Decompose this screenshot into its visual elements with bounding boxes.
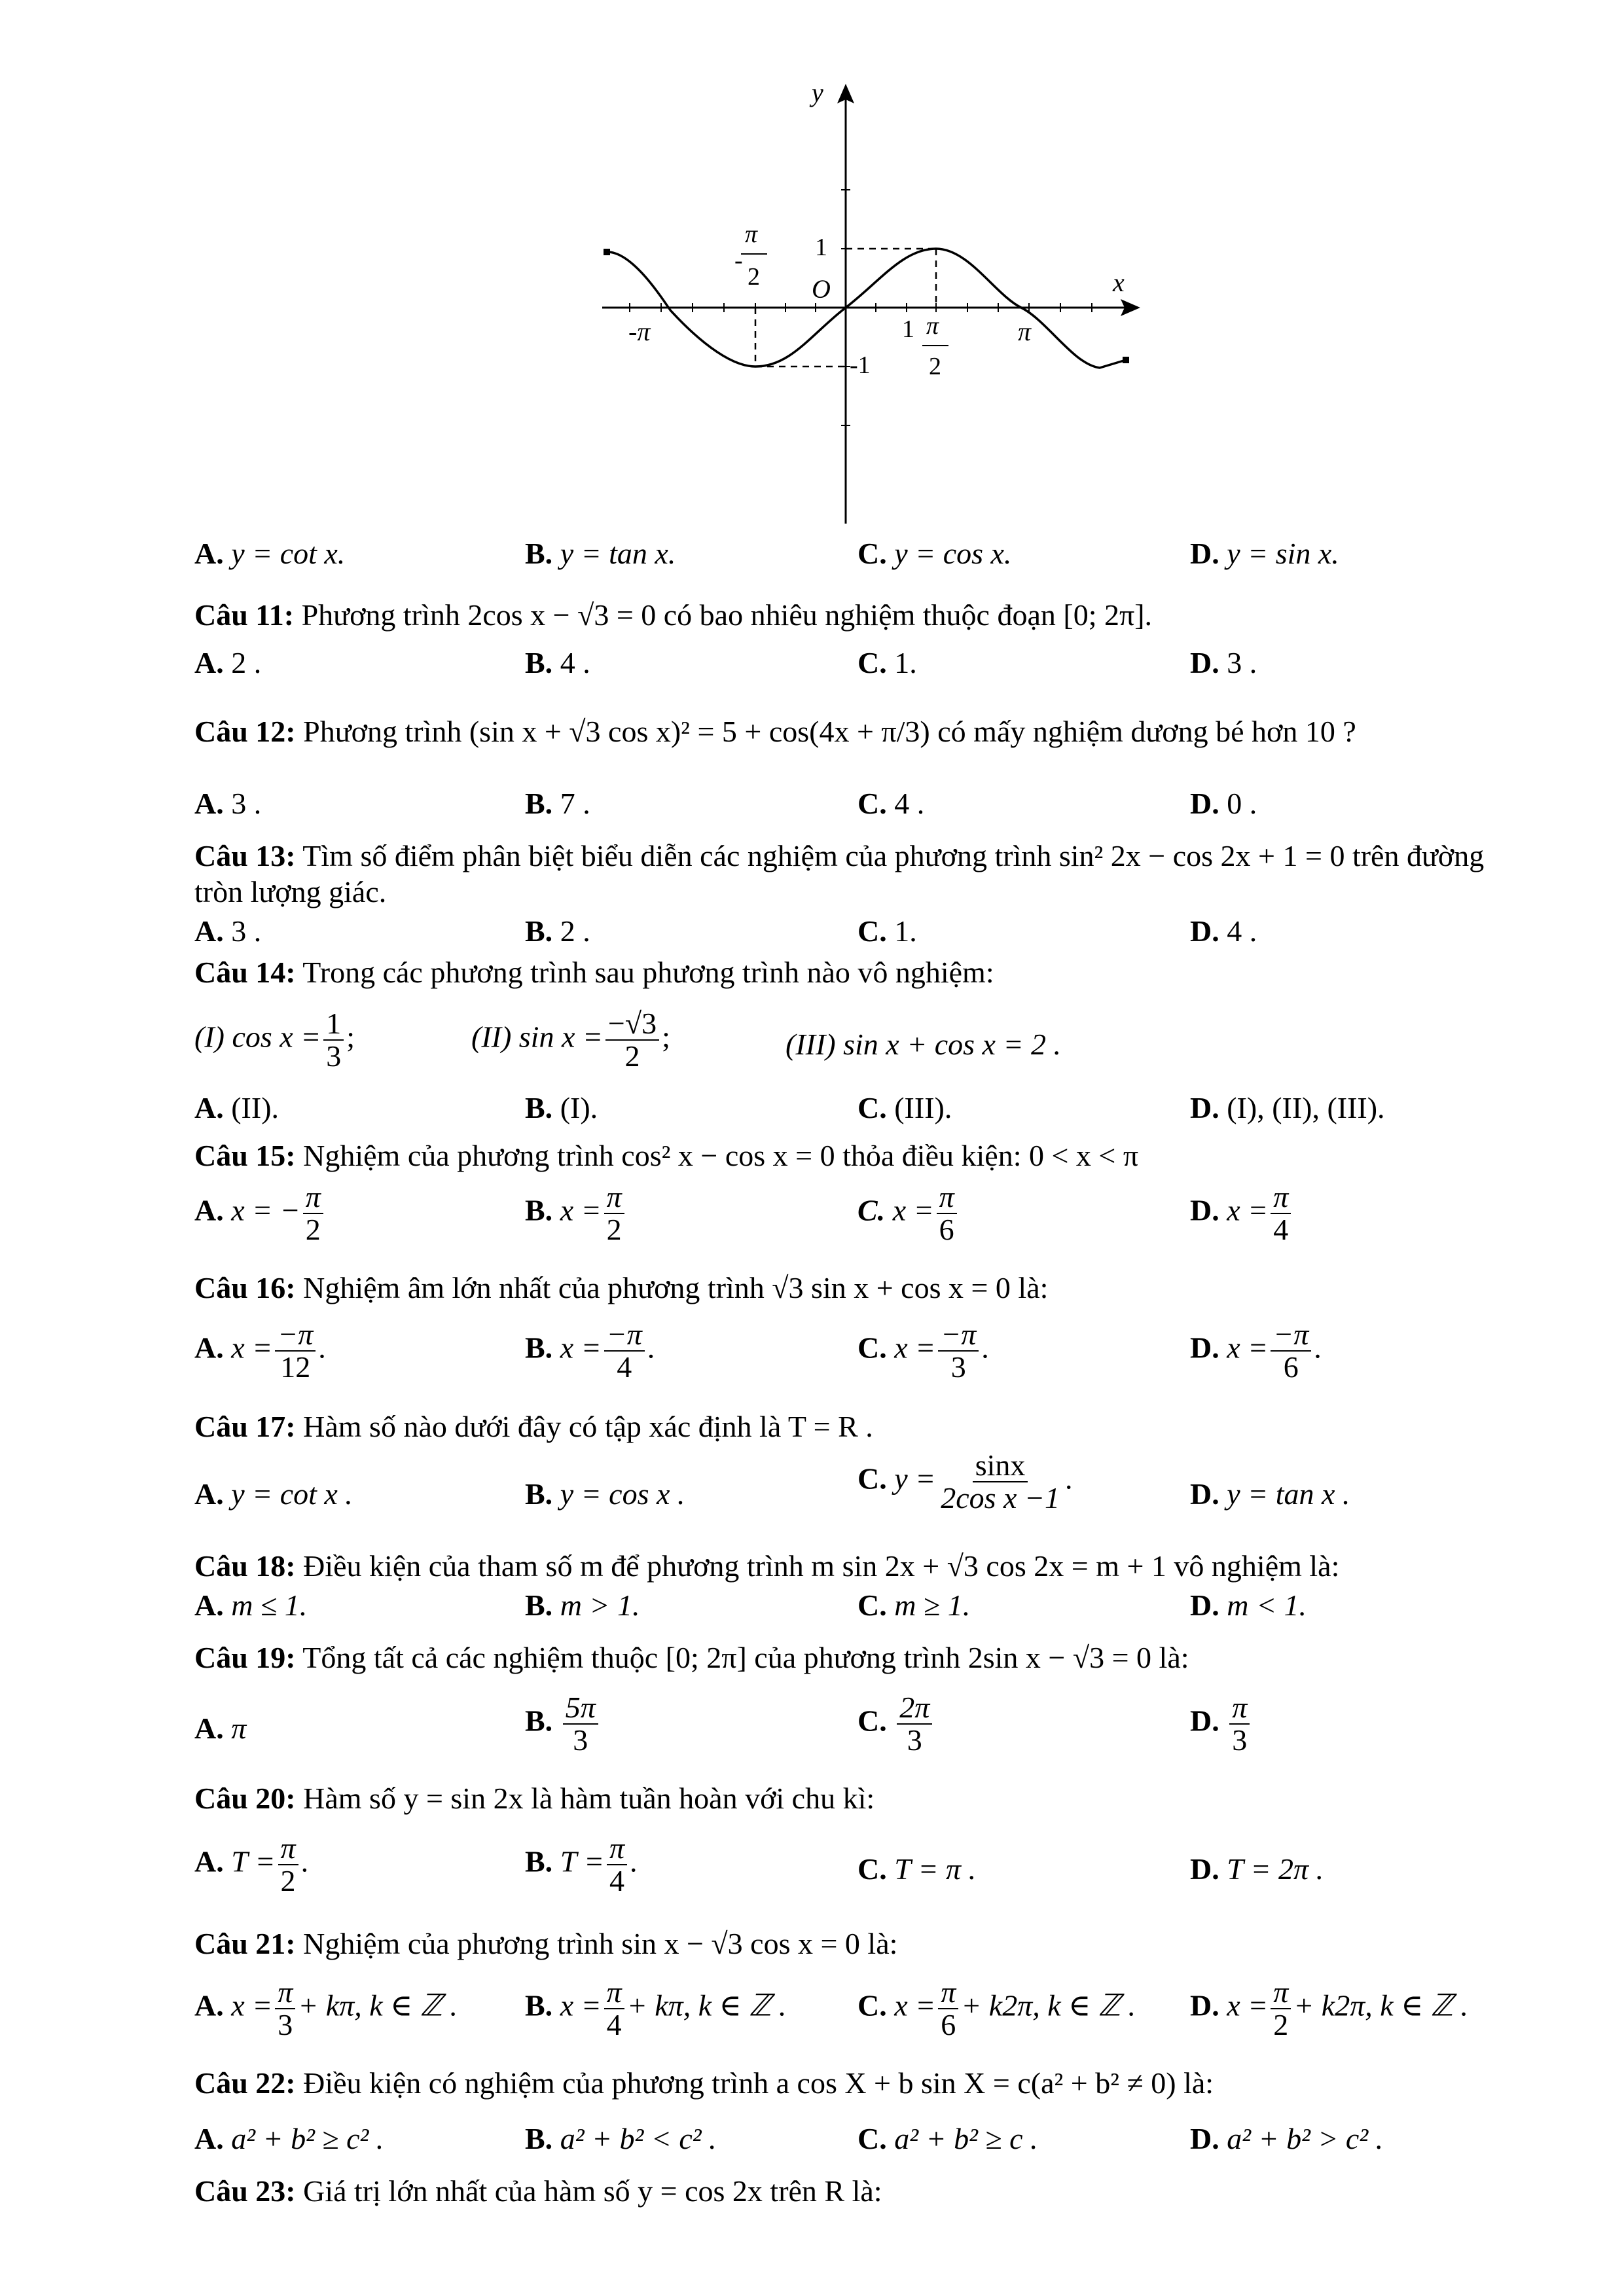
sine-graph [589,72,1165,530]
q18-option-c[interactable]: C. m ≥ 1. [857,1588,971,1622]
y-neg-one-label: -1 [850,351,871,379]
neg-half-pi-num: π [745,221,758,248]
x-one-label: 1 [902,315,914,343]
q11-stem: Câu 11: Phương trình 2cos x − √3 = 0 có bao nhiêu nghiệm thuộc đoạn [0; 2π]. [194,598,1153,632]
q13-option-b[interactable]: B. 2 . [525,914,590,948]
q21-option-a[interactable]: A. x = $\frac{\pi}{3}$ + kπ, k ∈ ℤ . [194,1975,458,2041]
q12-stem: Câu 12: Phương trình (sin x + √3 cos x)² = 5 + cos(4x + π/3) có mấy nghiệm dương bé hơn 10 ? [194,715,1356,748]
half-pi-den: 2 [929,353,941,380]
q17-option-c[interactable]: C. y = $\frac{\sin x}{\text{2cos x −1}}$ . [857,1448,1073,1515]
q17-option-d[interactable]: D. y = tan x . [1190,1477,1350,1511]
q15-option-b[interactable]: B. x = $\frac{\pi}{2}$ [525,1181,627,1246]
neg-half-pi-den: 2 [748,263,760,291]
q21-stem: Câu 21: Nghiệm của phương trình sin x − √3 cos x = 0 là: [194,1927,898,1960]
q14-eq1: (I) cos x = $\frac{1}{3}$ ; [194,1007,355,1073]
q11-option-a[interactable]: A. 2 . [194,646,262,679]
q16-stem: Câu 16: Nghiệm âm lớn nhất của phương trình √3 sin x + cos x = 0 là: [194,1271,1049,1304]
q22-option-a[interactable]: A. a² + b² ≥ c² . [194,2122,384,2155]
q13-option-c[interactable]: C. 1. [857,914,917,948]
q10-option-b[interactable]: B. y = tan x. [525,537,676,570]
q19-option-a[interactable]: A. π [194,1712,247,1745]
q14-option-b[interactable]: B. (I). [525,1091,598,1124]
y-axis-label: y [812,78,823,107]
q14-stem: Câu 14: Trong các phương trình sau phương trình nào vô nghiệm: [194,956,994,989]
q15-option-c[interactable]: C. x = $\frac{\pi}{6}$ [857,1181,960,1246]
q22-stem: Câu 22: Điều kiện có nghiệm của phương trình a cos X + b sin X = c(a² + b² ≠ 0) là: [194,2066,1214,2100]
q14-option-c[interactable]: C. (III). [857,1091,952,1124]
q10-option-a[interactable]: A. y = cot x. [194,537,346,570]
q16-option-a[interactable]: A. x = $\frac{-\pi}{12}$ . [194,1318,326,1384]
q11-option-c[interactable]: C. 1. [857,646,917,679]
neg-pi-label: -π [628,317,651,346]
q10-option-d[interactable]: D. y = sin x. [1190,537,1339,570]
q19-stem: Câu 19: Tổng tất cả các nghiệm thuộc [0; 2π] của phương trình 2sin x − √3 = 0 là: [194,1641,1189,1674]
q20-option-b[interactable]: B. T = $\frac{\pi}{4}$ . [525,1831,638,1897]
q16-option-c[interactable]: C. x = $\frac{-\pi}{3}$ . [857,1318,989,1384]
q19-option-b[interactable]: B. $\frac{5\pi}{3}$ [525,1692,601,1756]
q18-option-d[interactable]: D. m < 1. [1190,1588,1307,1622]
q19-option-d[interactable]: D. $\frac{\pi}{3}$ [1190,1692,1252,1756]
q19-option-c[interactable]: C. $\frac{2\pi}{3}$ [857,1692,935,1756]
q15-option-a[interactable]: A. x = − $\frac{\pi}{2}$ [194,1181,326,1246]
q20-option-c[interactable]: C. T = π . [857,1852,977,1886]
half-pi-num: π [926,312,939,340]
q13-option-d[interactable]: D. 4 . [1190,914,1257,948]
pi-label: π [1018,317,1032,346]
q15-option-d[interactable]: D. x = $\frac{\pi}{4}$ [1190,1181,1293,1246]
origin-label: O [812,274,831,304]
q14-eq3: (III) sin x + cos x = 2 . [785,1028,1062,1061]
q12-option-c[interactable]: C. 4 . [857,787,925,820]
q14-option-d[interactable]: D. (I), (II), (III). [1190,1091,1385,1124]
q18-option-a[interactable]: A. m ≤ 1. [194,1588,308,1622]
q16-option-d[interactable]: D. x = $\frac{-\pi}{6}$ . [1190,1318,1322,1384]
q18-stem: Câu 18: Điều kiện của tham số m để phương trình m sin 2x + √3 cos 2x = m + 1 vô nghiệm là: [194,1549,1340,1583]
q17-option-a[interactable]: A. y = cot x . [194,1477,353,1511]
q12-option-a[interactable]: A. 3 . [194,787,262,820]
q14-eq2: (II) sin x = $\frac{-√3}{2}$ ; [471,1007,670,1073]
q13-stem: Câu 13: Tìm số điểm phân biệt biểu diễn các nghiệm của phương trình sin² 2x − cos 2x + 1 = 0 trên đường [194,839,1485,872]
q12-option-d[interactable]: D. 0 . [1190,787,1257,820]
q16-option-b[interactable]: B. x = $\frac{-\pi}{4}$ . [525,1318,655,1384]
q23-stem: Câu 23: Giá trị lớn nhất của hàm số y = cos 2x trên R là: [194,2174,882,2208]
q22-option-d[interactable]: D. a² + b² > c² . [1190,2122,1384,2155]
y-one-label: 1 [815,234,827,261]
q20-stem: Câu 20: Hàm số y = sin 2x là hàm tuần hoàn với chu kì: [194,1782,875,1815]
q17-option-b[interactable]: B. y = cos x . [525,1477,685,1511]
curve-right-end [1123,357,1129,363]
q10-option-c[interactable]: C. y = cos x. [857,537,1012,570]
q22-option-b[interactable]: B. a² + b² < c² . [525,2122,717,2155]
q22-option-c[interactable]: C. a² + b² ≥ c . [857,2122,1038,2155]
q11-option-b[interactable]: B. 4 . [525,646,590,679]
q13-option-a[interactable]: A. 3 . [194,914,262,948]
q21-option-b[interactable]: B. x = $\frac{\pi}{4}$ + kπ, k ∈ ℤ . [525,1975,787,2041]
q21-option-c[interactable]: C. x = $\frac{\pi}{6}$ + k2π, k ∈ ℤ . [857,1975,1136,2041]
q11-option-d[interactable]: D. 3 . [1190,646,1257,679]
q12-option-b[interactable]: B. 7 . [525,787,590,820]
q21-option-d[interactable]: D. x = $\frac{\pi}{2}$ + k2π, k ∈ ℤ . [1190,1975,1468,2041]
curve-left-end [604,249,610,255]
q18-option-b[interactable]: B. m > 1. [525,1588,640,1622]
q20-option-a[interactable]: A. T = $\frac{\pi}{2}$ . [194,1831,309,1897]
neg-half-pi-sign: - [734,247,743,274]
x-axis-label: x [1113,268,1125,297]
q20-option-d[interactable]: D. T = 2π . [1190,1852,1324,1886]
q17-stem: Câu 17: Hàm số nào dưới đây có tập xác định là T = R . [194,1410,873,1443]
q15-stem: Câu 15: Nghiệm của phương trình cos² x − cos x = 0 thỏa điều kiện: 0 < x < π [194,1139,1139,1172]
q13-stem-cont: tròn lượng giác. [194,875,387,908]
q14-option-a[interactable]: A. (II). [194,1091,280,1124]
